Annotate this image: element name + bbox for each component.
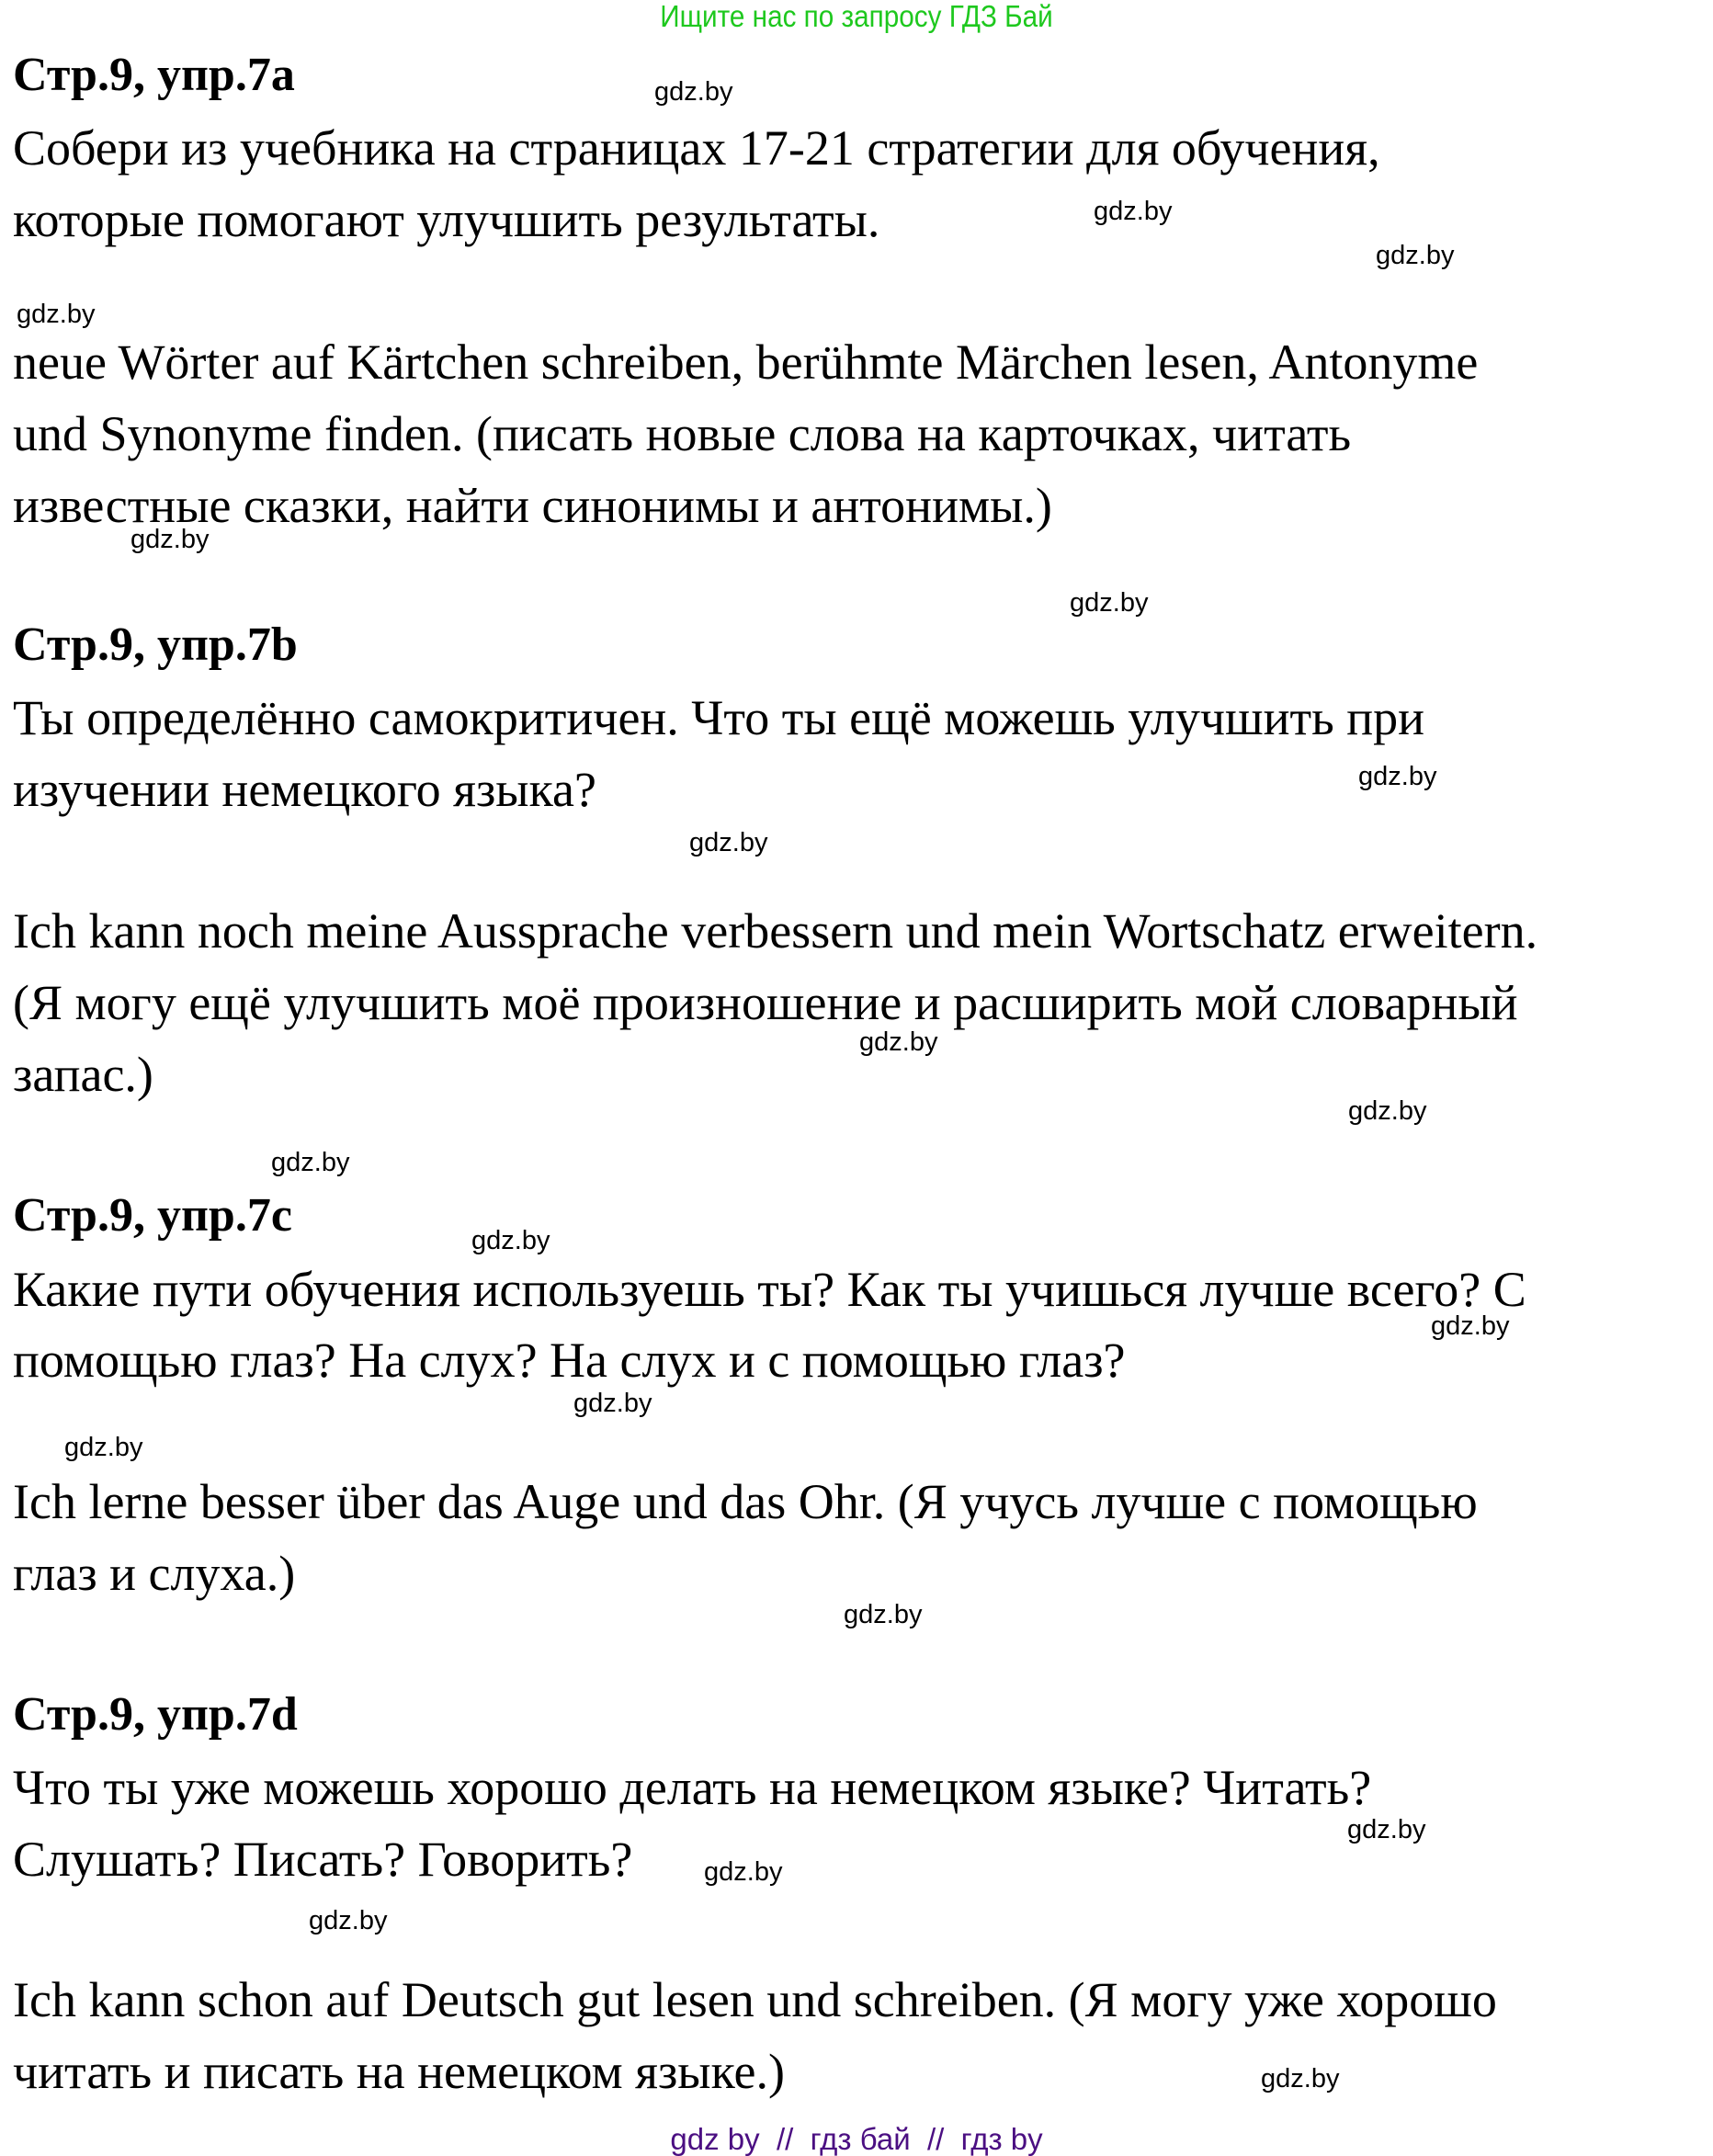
watermark: gdz.by [654,77,733,107]
watermark: gdz.by [130,525,210,554]
watermark: gdz.by [1070,588,1149,618]
watermark: gdz.by [271,1148,350,1177]
answer-line: Ich kann schon auf Deutsch gut lesen und schreiben. (Я могу уже хорошо [13,1972,1497,2027]
watermark: gdz.by [859,1027,938,1057]
watermark: gdz.by [1431,1311,1510,1341]
question-line: Что ты уже можешь хорошо делать на немецком языке? Читать? [13,1760,1372,1815]
watermark: gdz.by [309,1906,388,1935]
question-line: которые помогают улучшить результаты. [13,192,880,247]
exercise-heading-7d: Стр.9, упр.7d [13,1688,298,1741]
watermark: gdz.by [704,1857,783,1887]
watermark: gdz.by [1348,1096,1427,1126]
watermark: gdz.by [1347,1815,1426,1844]
question-line: помощью глаз? На слух? На слух и с помощью глаз? [13,1333,1126,1388]
answer-line: читать и писать на немецком языке.) [13,2044,785,2099]
footer-links[interactable]: gdz by // гдз бай // гдз by [670,2122,1043,2156]
exercise-heading-7a: Стр.9, упр.7a [13,49,295,101]
watermark: gdz.by [1376,241,1455,270]
question-line: Собери из учебника на страницах 17-21 стратегии для обучения, [13,120,1380,176]
question-line: изучении немецкого языка? [13,762,596,817]
question-line: Ты определённо самокритичен. Что ты ещё можешь улучшить при [13,690,1425,745]
exercise-heading-7b: Стр.9, упр.7b [13,618,298,671]
search-banner[interactable]: Ищите нас по запросу ГДЗ Бай [660,0,1053,33]
answer-line: (Я могу ещё улучшить моё произношение и расширить мой словарный [13,975,1518,1030]
watermark: gdz.by [844,1600,923,1629]
watermark: gdz.by [573,1389,652,1418]
answer-line: глаз и слуха.) [13,1546,296,1601]
watermark: gdz.by [471,1226,550,1255]
watermark: gdz.by [689,828,768,857]
watermark: gdz.by [1094,197,1173,226]
answer-line: запас.) [13,1047,153,1102]
answer-line: und Synonyme finden. (писать новые слова на карточках, читать [13,406,1352,461]
answer-line: neue Wörter auf Kärtchen schreiben, berühmte Märchen lesen, Antonyme [13,335,1479,390]
watermark: gdz.by [17,300,96,329]
answer-line: Ich lerne besser über das Auge und das Ohr. (Я учусь лучше с помощью [13,1474,1478,1529]
exercise-heading-7c: Стр.9, упр.7c [13,1189,292,1242]
question-line: Какие пути обучения используешь ты? Как ты учишься лучше всего? С [13,1262,1526,1317]
question-line: Слушать? Писать? Говорить? [13,1832,633,1887]
watermark: gdz.by [64,1433,143,1462]
answer-line: Ich kann noch meine Aussprache verbessern und mein Wortschatz erweitern. [13,903,1538,959]
answer-line: известные сказки, найти синонимы и антонимы.) [13,478,1052,533]
watermark: gdz.by [1261,2064,1340,2094]
watermark: gdz.by [1358,762,1437,791]
